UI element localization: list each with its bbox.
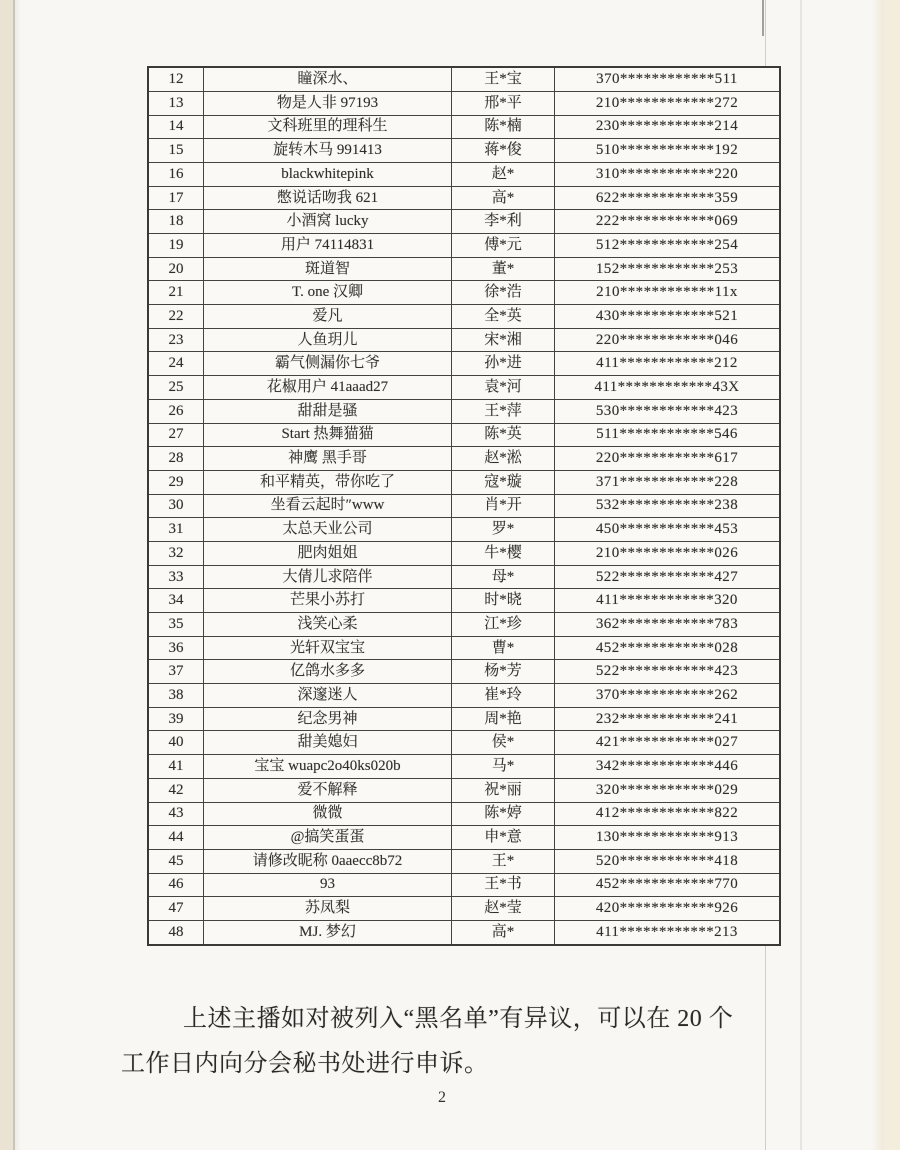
id-number-cell: 510************192 bbox=[555, 139, 781, 163]
table-row bbox=[148, 920, 780, 945]
name-cell: 王* bbox=[452, 849, 555, 873]
row-number-cell: 14 bbox=[148, 115, 204, 139]
nickname-cell: @搞笑蛋蛋 bbox=[204, 826, 452, 850]
name-cell: 牛*樱 bbox=[452, 541, 555, 565]
table-row bbox=[148, 589, 780, 613]
table-row bbox=[148, 234, 780, 258]
name-cell: 王*书 bbox=[452, 873, 555, 897]
name-cell: 肖*开 bbox=[452, 494, 555, 518]
table-row bbox=[148, 281, 780, 305]
nickname-cell: T. one 汉卿 bbox=[204, 281, 452, 305]
id-number-cell: 320************029 bbox=[555, 778, 781, 802]
row-number-cell: 38 bbox=[148, 684, 204, 708]
id-number-cell: 411************43X bbox=[555, 376, 781, 400]
table-row bbox=[148, 67, 780, 91]
nickname-cell: 甜美媳妇 bbox=[204, 731, 452, 755]
table-row bbox=[148, 660, 780, 684]
table-row bbox=[148, 423, 780, 447]
id-number-cell: 370************511 bbox=[555, 67, 781, 91]
row-number-cell: 19 bbox=[148, 234, 204, 258]
name-cell: 王*宝 bbox=[452, 67, 555, 91]
row-number-cell: 46 bbox=[148, 873, 204, 897]
name-cell: 高* bbox=[452, 186, 555, 210]
row-number-cell: 34 bbox=[148, 589, 204, 613]
row-number-cell: 18 bbox=[148, 210, 204, 234]
table-row bbox=[148, 684, 780, 708]
table-row bbox=[148, 139, 780, 163]
id-number-cell: 130************913 bbox=[555, 826, 781, 850]
table-row bbox=[148, 162, 780, 186]
name-cell: 宋*湘 bbox=[452, 328, 555, 352]
nickname-cell: 甜甜是骚 bbox=[204, 399, 452, 423]
nickname-cell: 旋转木马 991413 bbox=[204, 139, 452, 163]
id-number-cell: 342************446 bbox=[555, 755, 781, 779]
nickname-cell: MJ. 梦幻 bbox=[204, 920, 452, 945]
scan-artifact-line bbox=[800, 0, 802, 1150]
name-cell: 董* bbox=[452, 257, 555, 281]
id-number-cell: 511************546 bbox=[555, 423, 781, 447]
id-number-cell: 452************770 bbox=[555, 873, 781, 897]
row-number-cell: 39 bbox=[148, 707, 204, 731]
nickname-cell: Start 热舞猫猫 bbox=[204, 423, 452, 447]
nickname-cell: 人鱼玥儿 bbox=[204, 328, 452, 352]
row-number-cell: 42 bbox=[148, 778, 204, 802]
nickname-cell: 亿鸽水多多 bbox=[204, 660, 452, 684]
appeal-notice-line-2: 工作日内向分会秘书处进行申诉。 bbox=[121, 1051, 489, 1077]
name-cell: 杨*芳 bbox=[452, 660, 555, 684]
table-row bbox=[148, 778, 780, 802]
nickname-cell: 光轩双宝宝 bbox=[204, 636, 452, 660]
table-row bbox=[148, 541, 780, 565]
table-row bbox=[148, 186, 780, 210]
id-number-cell: 520************418 bbox=[555, 849, 781, 873]
nickname-cell: 太总天业公司 bbox=[204, 518, 452, 542]
name-cell: 全*英 bbox=[452, 305, 555, 329]
row-number-cell: 16 bbox=[148, 162, 204, 186]
name-cell: 李*利 bbox=[452, 210, 555, 234]
name-cell: 高* bbox=[452, 920, 555, 945]
nickname-cell: 坐看云起时″www bbox=[204, 494, 452, 518]
page-right-edge-shadow bbox=[872, 0, 884, 1150]
table-row bbox=[148, 328, 780, 352]
nickname-cell: 肥肉姐姐 bbox=[204, 541, 452, 565]
table-row bbox=[148, 849, 780, 873]
table-row bbox=[148, 755, 780, 779]
table-row bbox=[148, 897, 780, 921]
table-row bbox=[148, 115, 780, 139]
id-number-cell: 210************026 bbox=[555, 541, 781, 565]
table-row bbox=[148, 731, 780, 755]
nickname-cell: 霸气侧漏你七爷 bbox=[204, 352, 452, 376]
id-number-cell: 220************046 bbox=[555, 328, 781, 352]
name-cell: 邢*平 bbox=[452, 91, 555, 115]
nickname-cell: 微微 bbox=[204, 802, 452, 826]
row-number-cell: 41 bbox=[148, 755, 204, 779]
nickname-cell: 花椒用户 41aaad27 bbox=[204, 376, 452, 400]
row-number-cell: 31 bbox=[148, 518, 204, 542]
name-cell: 祝*丽 bbox=[452, 778, 555, 802]
id-number-cell: 411************212 bbox=[555, 352, 781, 376]
nickname-cell: 爱不解释 bbox=[204, 778, 452, 802]
table-row bbox=[148, 210, 780, 234]
page-right-edge bbox=[884, 0, 900, 1150]
id-number-cell: 210************272 bbox=[555, 91, 781, 115]
id-number-cell: 230************214 bbox=[555, 115, 781, 139]
nickname-cell: blackwhitepink bbox=[204, 162, 452, 186]
table-row bbox=[148, 802, 780, 826]
name-cell: 孙*进 bbox=[452, 352, 555, 376]
table-row bbox=[148, 494, 780, 518]
row-number-cell: 21 bbox=[148, 281, 204, 305]
nickname-cell: 大倩儿求陪伴 bbox=[204, 565, 452, 589]
row-number-cell: 30 bbox=[148, 494, 204, 518]
table-row bbox=[148, 399, 780, 423]
row-number-cell: 35 bbox=[148, 613, 204, 637]
row-number-cell: 29 bbox=[148, 470, 204, 494]
nickname-cell: 浅笑心柔 bbox=[204, 613, 452, 637]
nickname-cell: 瞳深水、 bbox=[204, 67, 452, 91]
nickname-cell: 93 bbox=[204, 873, 452, 897]
id-number-cell: 522************427 bbox=[555, 565, 781, 589]
id-number-cell: 222************069 bbox=[555, 210, 781, 234]
name-cell: 时*晓 bbox=[452, 589, 555, 613]
row-number-cell: 33 bbox=[148, 565, 204, 589]
page-left-edge bbox=[0, 0, 15, 1150]
row-number-cell: 45 bbox=[148, 849, 204, 873]
name-cell: 江*珍 bbox=[452, 613, 555, 637]
row-number-cell: 25 bbox=[148, 376, 204, 400]
id-number-cell: 430************521 bbox=[555, 305, 781, 329]
id-number-cell: 530************423 bbox=[555, 399, 781, 423]
name-cell: 赵* bbox=[452, 162, 555, 186]
nickname-cell: 苏凤梨 bbox=[204, 897, 452, 921]
row-number-cell: 36 bbox=[148, 636, 204, 660]
id-number-cell: 412************822 bbox=[555, 802, 781, 826]
nickname-cell: 憋说话吻我 621 bbox=[204, 186, 452, 210]
table-row bbox=[148, 447, 780, 471]
row-number-cell: 17 bbox=[148, 186, 204, 210]
id-number-cell: 522************423 bbox=[555, 660, 781, 684]
name-cell: 陈*英 bbox=[452, 423, 555, 447]
id-number-cell: 532************238 bbox=[555, 494, 781, 518]
table-row bbox=[148, 873, 780, 897]
row-number-cell: 28 bbox=[148, 447, 204, 471]
page-number: 2 bbox=[438, 1089, 446, 1106]
id-number-cell: 622************359 bbox=[555, 186, 781, 210]
nickname-cell: 用户 74114831 bbox=[204, 234, 452, 258]
appeal-notice-line-1: 上述主播如对被列入“黑名单”有异议，可以在 20 个 bbox=[183, 1006, 734, 1032]
row-number-cell: 13 bbox=[148, 91, 204, 115]
id-number-cell: 220************617 bbox=[555, 447, 781, 471]
nickname-cell: 小酒窝 lucky bbox=[204, 210, 452, 234]
id-number-cell: 450************453 bbox=[555, 518, 781, 542]
table-row bbox=[148, 636, 780, 660]
id-number-cell: 232************241 bbox=[555, 707, 781, 731]
row-number-cell: 27 bbox=[148, 423, 204, 447]
id-number-cell: 152************253 bbox=[555, 257, 781, 281]
name-cell: 侯* bbox=[452, 731, 555, 755]
name-cell: 陈*楠 bbox=[452, 115, 555, 139]
row-number-cell: 48 bbox=[148, 920, 204, 945]
table-row bbox=[148, 91, 780, 115]
name-cell: 蒋*俊 bbox=[452, 139, 555, 163]
table-row bbox=[148, 613, 780, 637]
row-number-cell: 43 bbox=[148, 802, 204, 826]
id-number-cell: 411************320 bbox=[555, 589, 781, 613]
name-cell: 周*艳 bbox=[452, 707, 555, 731]
table-row bbox=[148, 376, 780, 400]
row-number-cell: 37 bbox=[148, 660, 204, 684]
id-number-cell: 421************027 bbox=[555, 731, 781, 755]
row-number-cell: 23 bbox=[148, 328, 204, 352]
row-number-cell: 20 bbox=[148, 257, 204, 281]
blacklist-table-body bbox=[148, 67, 780, 945]
row-number-cell: 32 bbox=[148, 541, 204, 565]
nickname-cell: 纪念男神 bbox=[204, 707, 452, 731]
nickname-cell: 深邃迷人 bbox=[204, 684, 452, 708]
nickname-cell: 文科班里的理科生 bbox=[204, 115, 452, 139]
table-row bbox=[148, 565, 780, 589]
row-number-cell: 15 bbox=[148, 139, 204, 163]
table-row bbox=[148, 305, 780, 329]
blacklist-table bbox=[147, 66, 781, 946]
id-number-cell: 420************926 bbox=[555, 897, 781, 921]
scan-artifact-notch bbox=[762, 0, 764, 36]
nickname-cell: 物是人非 97193 bbox=[204, 91, 452, 115]
row-number-cell: 26 bbox=[148, 399, 204, 423]
id-number-cell: 370************262 bbox=[555, 684, 781, 708]
table-row bbox=[148, 470, 780, 494]
name-cell: 寇*璇 bbox=[452, 470, 555, 494]
row-number-cell: 47 bbox=[148, 897, 204, 921]
name-cell: 王*萍 bbox=[452, 399, 555, 423]
name-cell: 赵*莹 bbox=[452, 897, 555, 921]
id-number-cell: 452************028 bbox=[555, 636, 781, 660]
name-cell: 母* bbox=[452, 565, 555, 589]
nickname-cell: 斑道智 bbox=[204, 257, 452, 281]
name-cell: 徐*浩 bbox=[452, 281, 555, 305]
row-number-cell: 44 bbox=[148, 826, 204, 850]
row-number-cell: 24 bbox=[148, 352, 204, 376]
nickname-cell: 神鹰 黑手哥 bbox=[204, 447, 452, 471]
name-cell: 崔*玲 bbox=[452, 684, 555, 708]
name-cell: 曹* bbox=[452, 636, 555, 660]
row-number-cell: 22 bbox=[148, 305, 204, 329]
id-number-cell: 512************254 bbox=[555, 234, 781, 258]
nickname-cell: 和平精英，带你吃了 bbox=[204, 470, 452, 494]
name-cell: 罗* bbox=[452, 518, 555, 542]
name-cell: 马* bbox=[452, 755, 555, 779]
page-left-edge-shadow bbox=[15, 0, 21, 1150]
id-number-cell: 310************220 bbox=[555, 162, 781, 186]
row-number-cell: 12 bbox=[148, 67, 204, 91]
nickname-cell: 宝宝 wuapc2o40ks020b bbox=[204, 755, 452, 779]
row-number-cell: 40 bbox=[148, 731, 204, 755]
name-cell: 陈*婷 bbox=[452, 802, 555, 826]
name-cell: 申*意 bbox=[452, 826, 555, 850]
table-row bbox=[148, 518, 780, 542]
nickname-cell: 请修改昵称 0aaecc8b72 bbox=[204, 849, 452, 873]
name-cell: 赵*淞 bbox=[452, 447, 555, 471]
id-number-cell: 371************228 bbox=[555, 470, 781, 494]
nickname-cell: 芒果小苏打 bbox=[204, 589, 452, 613]
id-number-cell: 362************783 bbox=[555, 613, 781, 637]
name-cell: 袁*河 bbox=[452, 376, 555, 400]
table-row bbox=[148, 352, 780, 376]
table-row bbox=[148, 826, 780, 850]
id-number-cell: 210************11x bbox=[555, 281, 781, 305]
table-row bbox=[148, 707, 780, 731]
table-row bbox=[148, 257, 780, 281]
appeal-notice bbox=[121, 997, 781, 1087]
id-number-cell: 411************213 bbox=[555, 920, 781, 945]
nickname-cell: 爱凡 bbox=[204, 305, 452, 329]
name-cell: 傅*元 bbox=[452, 234, 555, 258]
